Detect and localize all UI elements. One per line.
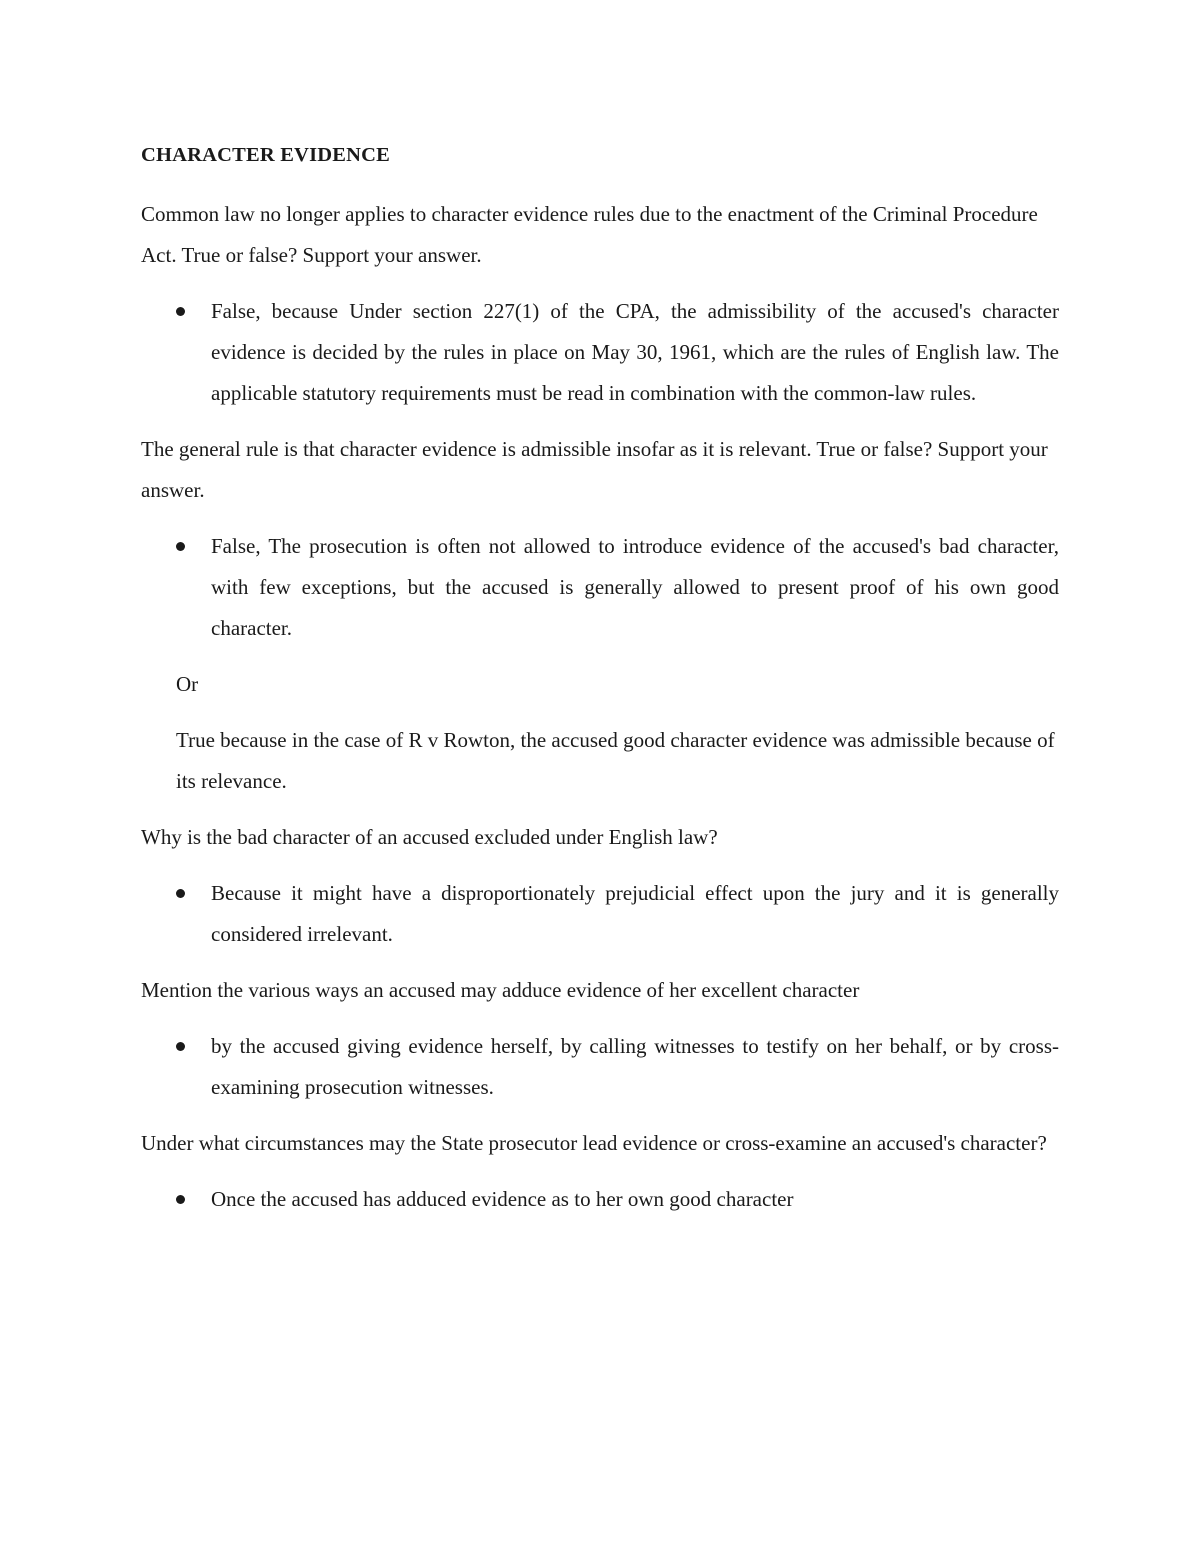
bullet-icon — [176, 307, 185, 316]
question-1: Common law no longer applies to character evidence rules due to the enactment of the Criminal Procedure Act. True or false? Support your answer. — [141, 202, 1038, 267]
bullet-icon — [176, 889, 185, 898]
answer-3: Because it might have a disproportionately prejudicial effect upon the jury and it is generally considered irrelevant. — [211, 881, 1059, 946]
question-3: Why is the bad character of an accused excluded under English law? — [141, 825, 718, 849]
answer-5-bullet — [141, 1179, 1059, 1220]
document-page — [141, 140, 1059, 1235]
question-2: The general rule is that character evidence is admissible insofar as it is relevant. True or false? Support your answer. — [141, 437, 1048, 502]
question-4: Mention the various ways an accused may adduce evidence of her excellent character — [141, 978, 860, 1002]
answer-1: False, because Under section 227(1) of the CPA, the admissibility of the accused's character evidence is decided by the rules in place on May 30, 1961, which are the rules of English law. The applicable statutory requirements must be read in combination with the common-law rules. — [211, 299, 1059, 405]
answer-1-bullet — [141, 291, 1059, 414]
or-separator: Or — [176, 672, 199, 696]
bullet-icon — [176, 542, 185, 551]
bullet-icon — [176, 1195, 185, 1204]
answer-5: Once the accused has adduced evidence as to her own good character — [211, 1187, 794, 1211]
answer-2-bullet — [141, 526, 1059, 649]
answer-4: by the accused giving evidence herself, by calling witnesses to testify on her behalf, or by cross-examining prosecution witnesses. — [211, 1034, 1059, 1099]
question-5: Under what circumstances may the State prosecutor lead evidence or cross-examine an accused's character? — [141, 1131, 1047, 1155]
answer-2-alternative: True because in the case of R v Rowton, the accused good character evidence was admissible because of its relevance. — [176, 728, 1055, 793]
bullet-icon — [176, 1042, 185, 1051]
answer-3-bullet — [141, 873, 1059, 955]
answer-4-bullet — [141, 1026, 1059, 1108]
document-heading: CHARACTER EVIDENCE — [141, 144, 391, 166]
answer-2: False, The prosecution is often not allowed to introduce evidence of the accused's bad character, with few exceptions, but the accused is generally allowed to present proof of his own good character. — [211, 534, 1059, 640]
